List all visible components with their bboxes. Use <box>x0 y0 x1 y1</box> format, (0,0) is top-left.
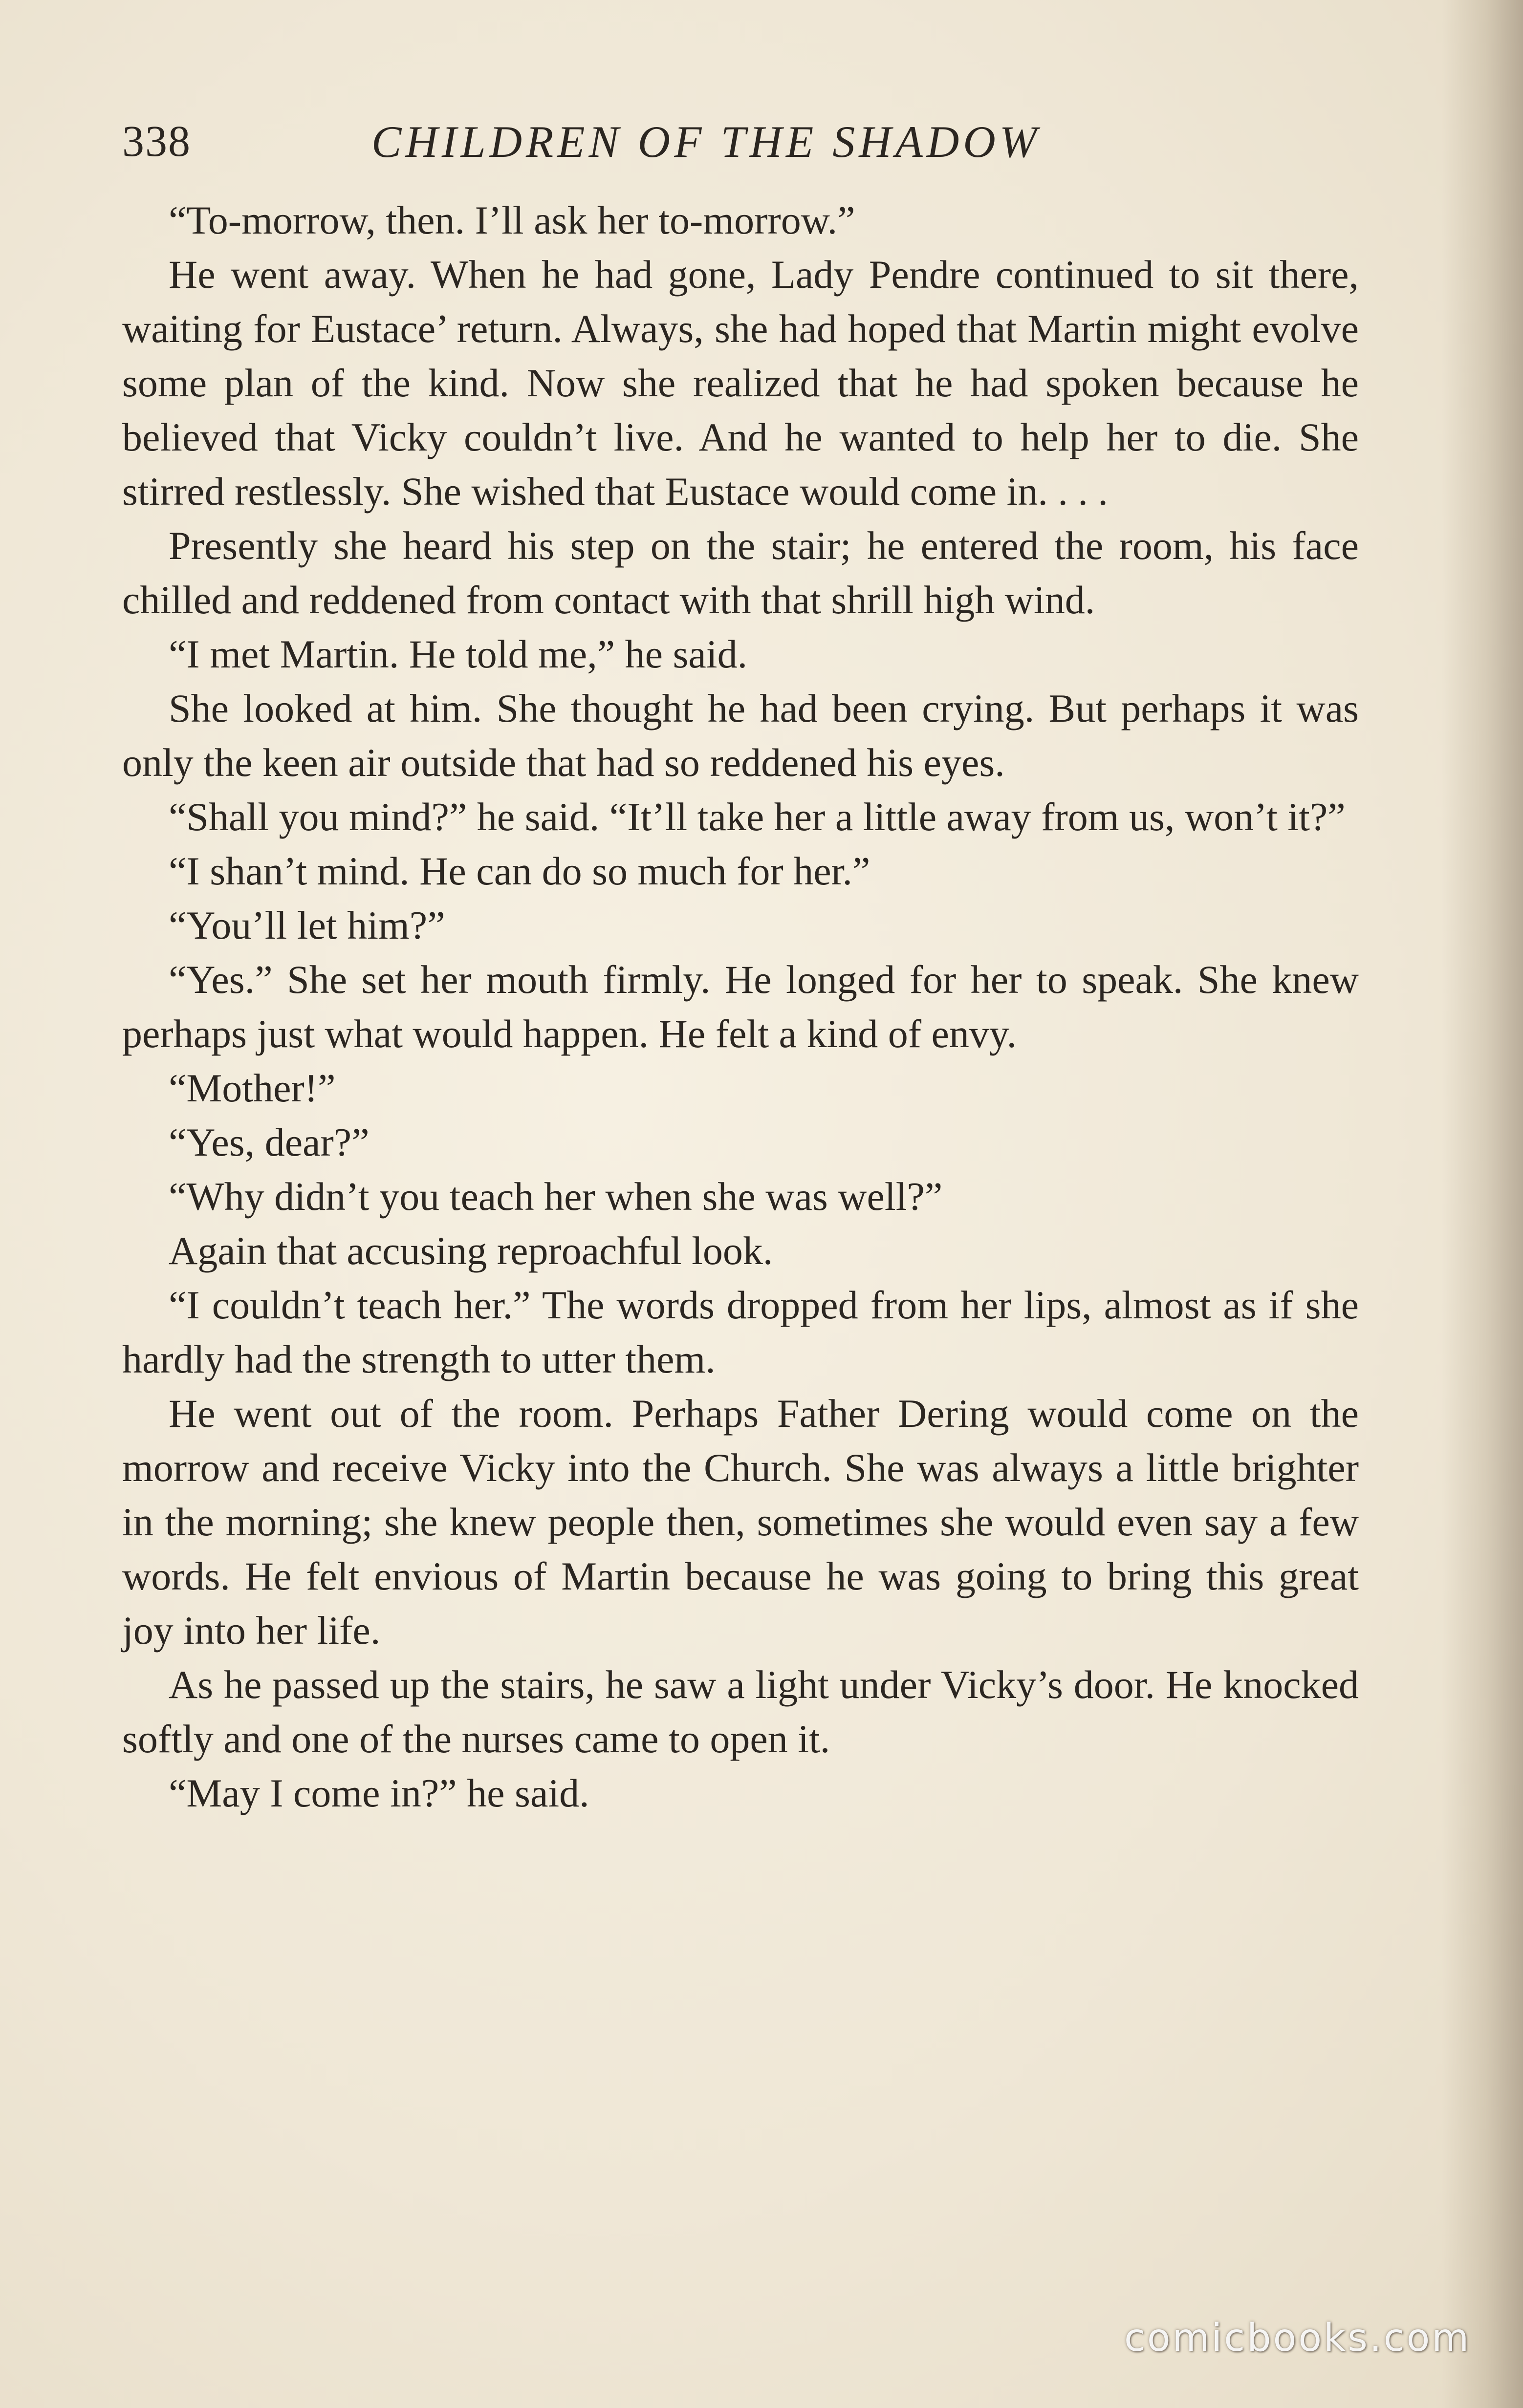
paragraph: “Mother!” <box>169 1066 336 1110</box>
paragraph: “To-morrow, then. I’ll ask her to-morrow.” <box>169 198 855 242</box>
paragraph: Again that accusing reproachful look. <box>169 1228 773 1273</box>
paragraph: As he passed up the stairs, he saw a light under Vicky’s door. He knocked softly and one of the nurses came to open it. <box>122 1662 1359 1761</box>
paragraph: He went away. When he had gone, Lady Pendre continued to sit there, waiting for Eustace’ return. Always, she had hoped that Martin might evolve some plan of the kind. Now she realized that he had spoken because he believed that Vicky couldn’t live. And he wanted to help her to die. She stirred restlessly. She wished that Eustace would come in. . . . <box>122 252 1359 514</box>
paragraph: “Yes, dear?” <box>169 1120 370 1164</box>
paragraph: “Yes.” She set her mouth firmly. He longed for her to speak. She knew perhaps just what would happen. He felt a kind of envy. <box>122 957 1359 1056</box>
paragraph: “Shall you mind?” he said. “It’ll take her a little away from us, won’t it?” <box>169 795 1346 839</box>
paragraph: “I met Martin. He told me,” he said. <box>169 632 748 676</box>
running-title: CHILDREN OF THE SHADOW <box>371 117 1041 167</box>
watermark: comicbooks.com <box>1124 2316 1471 2360</box>
paragraph: He went out of the room. Perhaps Father Dering would come on the morrow and receive Vicky into the Church. She was always a little brighter in the morning; she knew people then, sometimes she would even say a few words. He felt envious of Martin because he was going to bring this great joy into her life. <box>122 1391 1359 1653</box>
paragraph: “You’ll let him?” <box>169 903 445 947</box>
paragraph: “I couldn’t teach her.” The words dropped from her lips, almost as if she hardly had the strength to utter them. <box>122 1283 1359 1381</box>
paragraph: Presently she heard his step on the stair; he entered the room, his face chilled and reddened from contact with that shrill high wind. <box>122 523 1359 622</box>
page-header <box>122 112 1359 171</box>
paragraph: “May I come in?” he said. <box>169 1771 589 1815</box>
paragraph: She looked at him. She thought he had been crying. But perhaps it was only the keen air outside that had so reddened his eyes. <box>122 686 1359 785</box>
paragraph: “I shan’t mind. He can do so much for her.” <box>169 849 870 893</box>
paragraph: “Why didn’t you teach her when she was well?” <box>169 1174 943 1219</box>
page-number: 338 <box>122 117 191 166</box>
body-text <box>122 193 1359 1820</box>
